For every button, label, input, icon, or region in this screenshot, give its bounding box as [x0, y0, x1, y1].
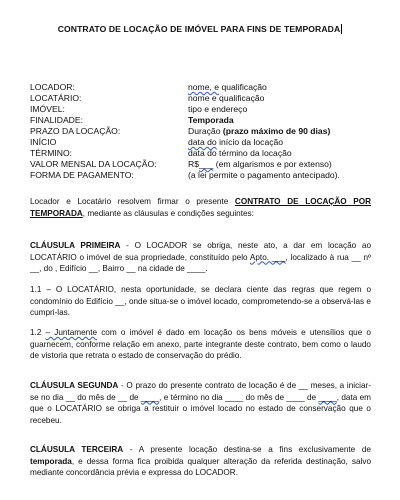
paragraph-text: 1.1 – O LOCATÁRIO, nesta oportunidade, se declara ciente das regras que regem o condomínio do Edifício __, onde situa-se o imóvel locado, comprometendo-se a observá-las e cumpri-las. [30, 285, 371, 317]
paragraph-squiggle: – Juntamente [45, 328, 98, 337]
clause-heading: CLÁUSULA TERCEIRA [30, 445, 124, 454]
field-value [188, 82, 267, 92]
field-row-locatario [30, 93, 380, 104]
intro-paragraph [30, 196, 371, 219]
field-row-termino [30, 148, 380, 159]
field-value [188, 159, 332, 169]
clause-bold: temporada [30, 456, 72, 466]
contract-fields [30, 82, 380, 181]
clause-squiggle: Apto. ___ [249, 252, 286, 262]
clause-text-2: , localizado à rua __ nº __, do , Edifício __, Bairro __ na cidade de ____. [30, 252, 371, 273]
clause-text-2: , e término no dia ____ do mês de ____ de [159, 392, 319, 402]
clause-squiggle-2: ____ [318, 392, 337, 402]
field-row-prazo [30, 126, 380, 137]
field-label: PRAZO DA LOCAÇÃO: [30, 126, 121, 136]
field-label: TÉRMINO: [30, 148, 73, 158]
field-value [188, 126, 330, 136]
value-squiggle: ___ [199, 159, 214, 169]
field-value [188, 137, 283, 147]
field-value: data do término da locação [188, 148, 292, 158]
clause-text: - A presente locação destina-se a fins exclusivamente de [123, 445, 371, 454]
field-value: (a lei permite o pagamento antecipado). [188, 170, 340, 180]
clausula-segunda [30, 380, 371, 426]
title-text: CONTRATO DE LOCAÇÃO DE IMÓVEL PARA FINS DE TEMPORADA [57, 24, 341, 34]
clause-text-2: , e dessa forma fica proibida qualquer alteração da referida destinação, salvo mediante concordância prévia e expressa do LOCADOR. [30, 456, 371, 477]
value-pre: R$ [188, 159, 199, 169]
field-row-locador [30, 82, 380, 93]
document-title [0, 24, 400, 34]
clause-text-3: , data em que o LOCATÁRIO se obriga a restituir o imóvel locado no estado de conservação que o recebeu. [30, 392, 372, 425]
field-label: IMÓVEL: [30, 104, 65, 114]
paragraph-pre: 1.2 [30, 328, 46, 337]
paragraph-1-1 [30, 284, 371, 319]
clausula-terceira [30, 444, 371, 479]
intro-pre: Locador e Locatário resolvem firmar o presente [30, 197, 235, 206]
clause-text: - O LOCADOR se obriga, neste ato, a dar em locação ao LOCATÁRIO o imóvel de sua propriedade, constituído pelo [30, 241, 371, 262]
field-row-finalidade [30, 115, 380, 126]
paragraph-post: com o imóvel é dado em locação os bens móveis e utensílios que o guarnecem, conforme relação em anexo, parte integrante deste contrato, bem como o laudo de vistoria que retrata o estado de conservação do prédio. [30, 328, 371, 360]
value-post: (em algarismos e por extenso) [213, 159, 332, 169]
value-post: qualificação [219, 82, 267, 92]
clause-heading: CLÁUSULA PRIMEIRA [30, 241, 121, 250]
field-row-inicio [30, 137, 380, 148]
value-squiggle: data do [188, 137, 217, 147]
clausula-primeira [30, 240, 371, 275]
paragraph-1-2 [30, 327, 371, 362]
value-squiggle: nome, e [188, 82, 220, 92]
field-value: nome e qualificação [188, 93, 265, 103]
clause-squiggle-1: ____ [140, 392, 160, 402]
field-row-pagamento [30, 170, 380, 181]
field-row-valor [30, 159, 380, 170]
field-label: LOCATÁRIO: [30, 93, 82, 103]
field-value: tipo e endereço [188, 104, 248, 114]
field-label: FORMA DE PAGAMENTO: [30, 170, 134, 180]
text-cursor [341, 24, 342, 34]
field-label: VALOR MENSAL DA LOCAÇÃO: [30, 159, 157, 169]
clause-heading: CLÁUSULA SEGUNDA [30, 381, 119, 390]
intro-contract-name: CONTRATO DE LOCAÇÃO POR TEMPORADA [30, 197, 372, 218]
field-row-imovel [30, 104, 380, 115]
clause-text: - O prazo do presente contrato de locação é de __ meses, a iniciar-se no dia __ do mês de __ de [30, 381, 371, 402]
field-label: LOCADOR: [30, 82, 75, 92]
value-pre: Duração [188, 126, 223, 136]
intro-post: , mediante as cláusulas e condições seguintes: [82, 208, 254, 218]
field-label: FINALIDADE: [30, 115, 84, 125]
value-bold: (prazo máximo de 90 dias) [222, 126, 331, 136]
field-value: Temporada [188, 115, 234, 125]
field-label: INÍCIO [30, 137, 57, 147]
value-post: início da locação [216, 137, 284, 147]
